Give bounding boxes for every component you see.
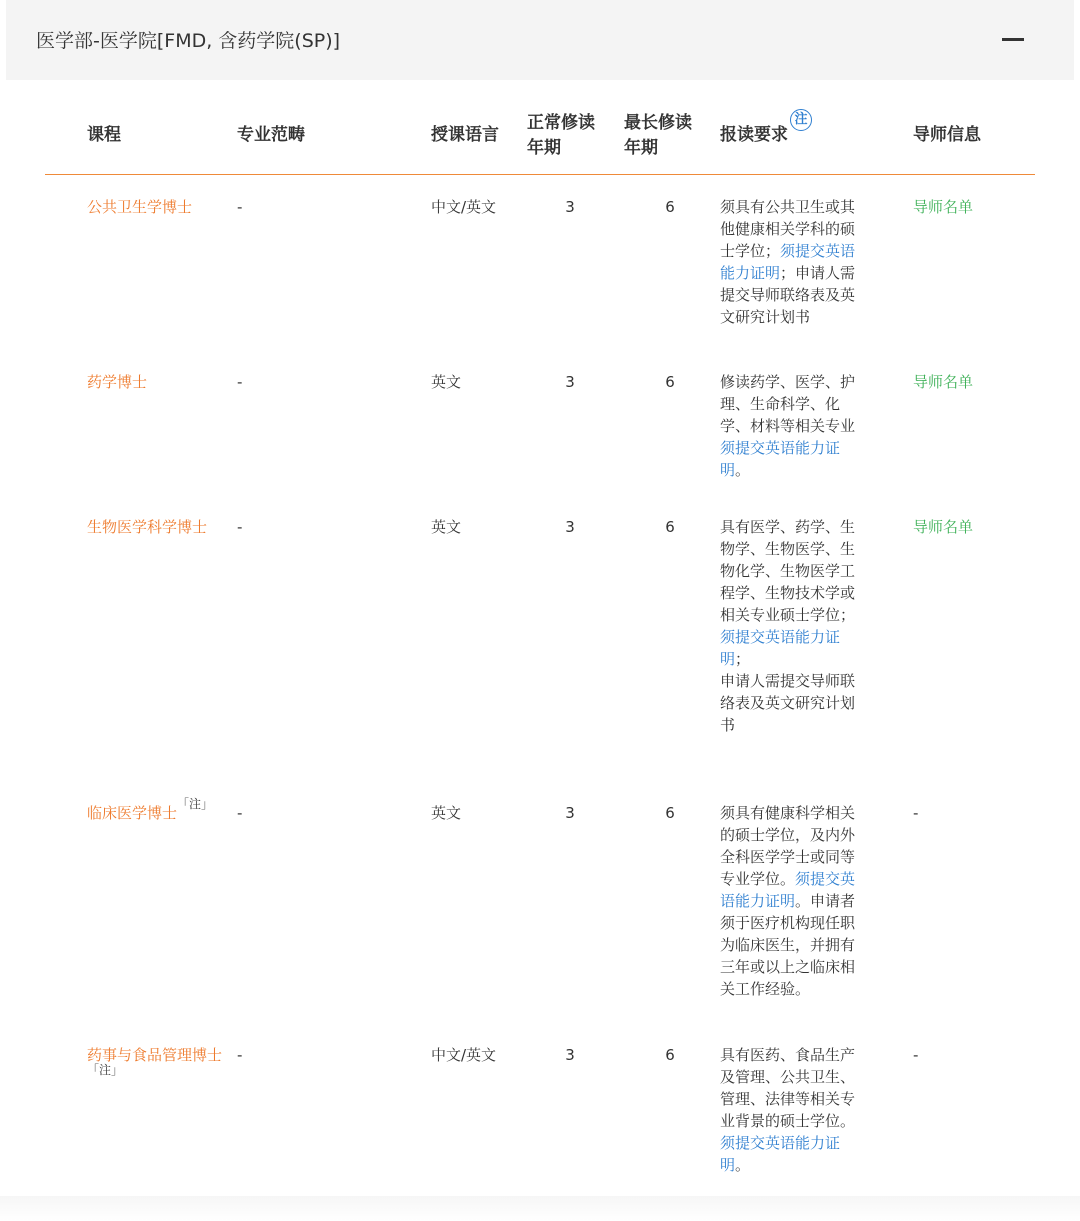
header-max-years: 最长修读年期 [624, 113, 692, 158]
max-years-cell: 6 [665, 518, 675, 536]
normal-years-cell: 3 [565, 1046, 575, 1064]
requirements-note-icon[interactable]: 注 [790, 109, 812, 131]
english-proof-link[interactable]: 须提交英语能力证明 [720, 628, 841, 668]
accordion-title: 医学部-医学院[FMD, 含药学院(SP)] [36, 30, 341, 52]
header-requirements-label: 报读要求 [720, 125, 788, 145]
field-cell: - [237, 804, 243, 822]
faculty-panel [6, 0, 1074, 1200]
normal-years-cell: 3 [565, 198, 575, 216]
normal-years-cell: 3 [565, 518, 575, 536]
requirements-text: 修读药学、医学、护理、生命科学、化学、材料等相关专业 [720, 373, 856, 435]
course-link[interactable]: 临床医学博士 [87, 804, 178, 822]
normal-years-cell: 3 [565, 373, 575, 391]
language-cell: 英文 [431, 518, 462, 536]
mentor-cell: - [913, 804, 919, 822]
header-language: 授课语言 [431, 125, 499, 145]
requirements-cell [720, 196, 868, 328]
normal-years-cell: 3 [565, 804, 575, 822]
max-years-cell: 6 [665, 1046, 675, 1064]
english-proof-link[interactable]: 须提交英语能力证明 [720, 439, 841, 479]
field-cell: - [237, 373, 243, 391]
accordion-header[interactable] [6, 0, 1074, 80]
header-course: 课程 [87, 125, 121, 145]
course-cell [87, 1044, 237, 1089]
max-years-cell: 6 [665, 198, 675, 216]
header-divider [45, 174, 1035, 175]
course-note-marker: 「注」 [87, 1063, 124, 1077]
requirements-text: 。 [735, 1156, 751, 1174]
header-requirements [720, 112, 812, 148]
requirements-text: 具有医学、药学、生物学、生物医学、生物化学、生物医学工程学、生物技术学或相关专业硕士学位； [720, 518, 856, 624]
course-note-marker: 「注」 [177, 797, 214, 811]
requirements-text: 申请人需提交导师联络表及英文研究计划书 [720, 672, 856, 734]
requirements-text: 须具有公共卫生或其他健康相关学科的硕士学位； [720, 198, 856, 260]
requirements-text: 须具有健康科学相关的硕士学位，及内外全科医学学士或同等专业学位。 [720, 804, 856, 888]
field-cell: - [237, 1046, 243, 1064]
mentor-list-link[interactable]: 导师名单 [913, 198, 974, 216]
header-field: 专业范畴 [237, 125, 305, 145]
requirements-cell [720, 516, 868, 736]
english-proof-link[interactable]: 须提交英语能力证明 [720, 242, 856, 282]
max-years-cell: 6 [665, 804, 675, 822]
course-link[interactable]: 公共卫生学博士 [87, 198, 193, 216]
english-proof-link[interactable]: 须提交英语能力证明 [720, 1134, 841, 1174]
mentor-list-link[interactable]: 导师名单 [913, 373, 974, 391]
requirements-cell [720, 1044, 868, 1176]
mentor-list-link[interactable]: 导师名单 [913, 518, 974, 536]
header-mentor: 导师信息 [913, 125, 981, 145]
requirements-cell [720, 371, 868, 481]
requirements-text: 。 [735, 461, 751, 479]
course-link[interactable]: 生物医学科学博士 [87, 518, 208, 536]
field-cell: - [237, 518, 243, 536]
course-link[interactable]: 药事与食品管理博士 [87, 1046, 223, 1064]
collapse-icon[interactable] [1002, 38, 1024, 41]
requirements-text: 。申请者须于医疗机构现任职为临床医生，并拥有三年或以上之临床相关工作经验。 [720, 892, 856, 998]
language-cell: 中文/英文 [431, 1046, 497, 1064]
requirements-text: ；申请人需提交导师联络表及英文研究计划书 [720, 264, 856, 326]
requirements-text: 具有医药、食品生产及管理、公共卫生、管理、法律等相关专业背景的硕士学位。 [720, 1046, 856, 1130]
requirements-text: ； [735, 650, 751, 668]
bottom-fade [0, 1196, 1080, 1221]
course-link[interactable]: 药学博士 [87, 373, 148, 391]
language-cell: 英文 [431, 804, 462, 822]
mentor-cell: - [913, 1046, 919, 1064]
language-cell: 英文 [431, 373, 462, 391]
english-proof-link[interactable]: 须提交英语能力证明 [720, 870, 856, 910]
max-years-cell: 6 [665, 373, 675, 391]
course-cell [87, 797, 214, 824]
header-normal-years: 正常修读年期 [527, 113, 595, 158]
language-cell: 中文/英文 [431, 198, 497, 216]
requirements-cell [720, 802, 868, 1000]
field-cell: - [237, 198, 243, 216]
